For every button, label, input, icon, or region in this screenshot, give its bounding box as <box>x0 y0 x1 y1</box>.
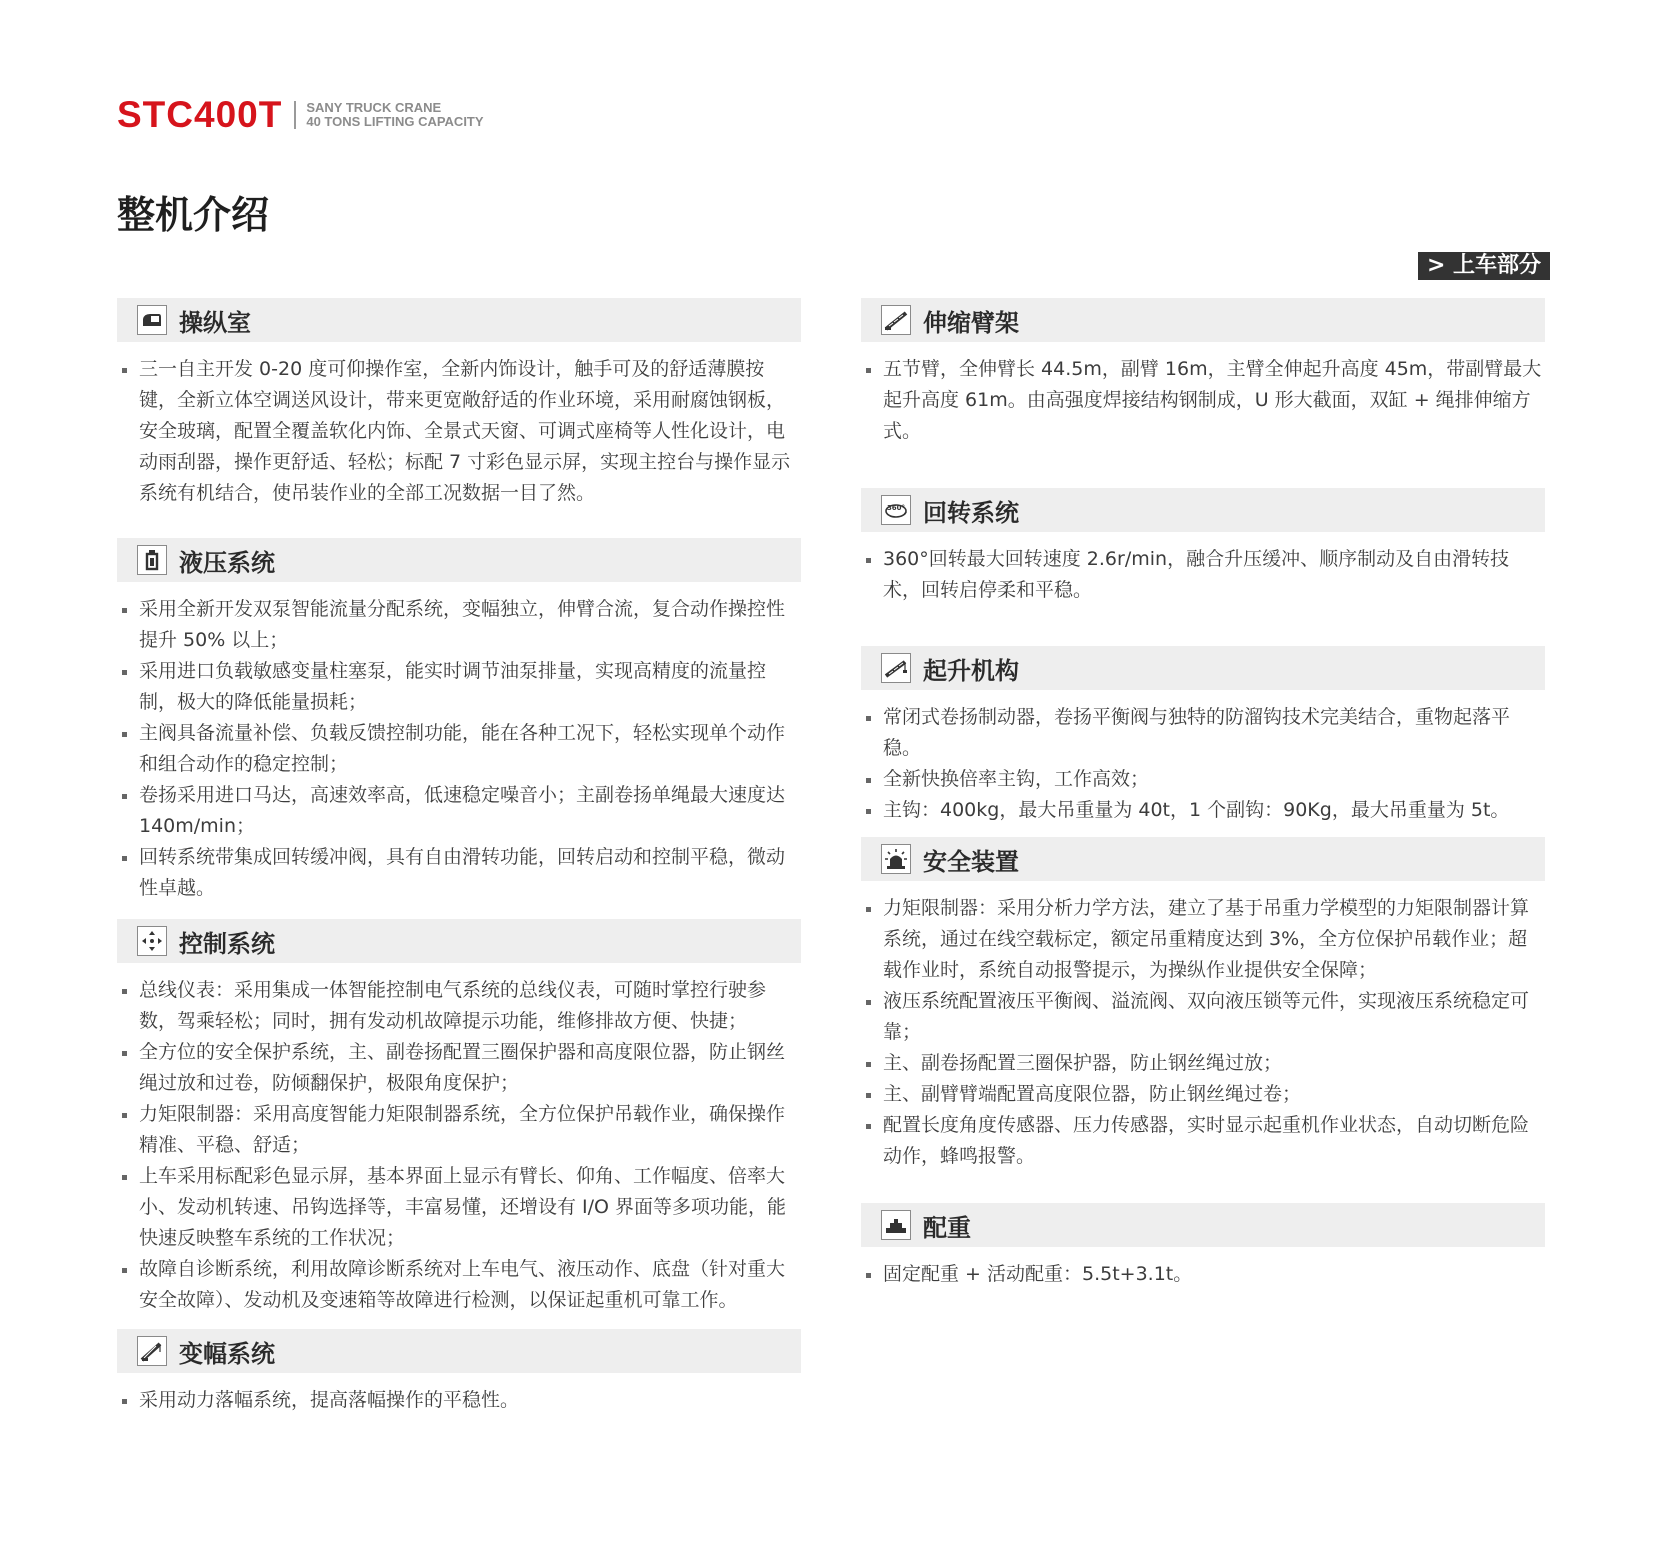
list-item: 配置长度角度传感器、压力传感器，实时显示起重机作业状态，自动切断危险动作，蜂鸣报警。 <box>861 1110 1545 1172</box>
section-safety <box>861 837 1545 1203</box>
warning-beacon-icon <box>881 844 911 874</box>
right-column <box>861 298 1545 1290</box>
list-item: 力矩限制器：采用高度智能力矩限制器系统，全方位保护吊载作业，确保操作精准、平稳、舒适； <box>117 1099 801 1161</box>
list-item: 主阀具备流量补偿、负载反馈控制功能，能在各种工况下，轻松实现单个动作和组合动作的稳定控制； <box>117 718 801 780</box>
section-telescopic-boom <box>861 298 1545 488</box>
section-slewing <box>861 488 1545 646</box>
section-header <box>861 1203 1545 1247</box>
section-title: 伸缩臂架 <box>923 308 1019 337</box>
list-item: 采用动力落幅系统，提高落幅操作的平稳性。 <box>117 1385 801 1416</box>
control-arrows-icon <box>137 926 167 956</box>
section-items <box>117 582 801 904</box>
brand-logo <box>117 94 484 135</box>
model-name: STC400T <box>117 94 283 135</box>
hoist-boom-icon <box>881 653 911 683</box>
logo-sub-line1: SANY TRUCK CRANE <box>306 100 442 115</box>
section-header <box>117 1329 801 1373</box>
section-title: 回转系统 <box>923 498 1019 527</box>
section-header <box>861 837 1545 881</box>
list-item: 全新快换倍率主钩，工作高效； <box>861 764 1545 795</box>
svg-text:360°: 360° <box>886 504 906 512</box>
section-title: 起升机构 <box>923 656 1019 685</box>
list-item: 故障自诊断系统，利用故障诊断系统对上车电气、液压动作、底盘（针对重大安全故障）、发动机及变速箱等故障进行检测，以保证起重机可靠工作。 <box>117 1254 801 1316</box>
section-items <box>117 1373 801 1416</box>
section-luffing <box>117 1329 801 1416</box>
section-header <box>861 488 1545 532</box>
hydraulic-cylinder-icon <box>137 545 167 575</box>
list-item: 卷扬采用进口马达，高速效率高，低速稳定噪音小；主副卷扬单绳最大速度达 140m/min； <box>117 780 801 842</box>
section-header <box>117 919 801 963</box>
section-items <box>117 963 801 1316</box>
section-control <box>117 919 801 1329</box>
page-title: 整机介绍 <box>117 193 270 237</box>
list-item: 采用进口负载敏感变量柱塞泵，能实时调节油泵排量，实现高精度的流量控制，极大的降低能量损耗； <box>117 656 801 718</box>
section-hoisting <box>861 646 1545 837</box>
section-title: 安全装置 <box>923 847 1019 876</box>
logo-subtitle <box>306 101 483 129</box>
list-item: 主、副臂臂端配置高度限位器，防止钢丝绳过卷； <box>861 1079 1545 1110</box>
section-header <box>861 646 1545 690</box>
section-title: 控制系统 <box>179 929 275 958</box>
section-hydraulic <box>117 538 801 919</box>
section-items <box>861 881 1545 1172</box>
section-title: 配重 <box>923 1213 971 1242</box>
list-item: 固定配重 + 活动配重：5.5t+3.1t。 <box>861 1259 1545 1290</box>
list-item: 常闭式卷扬制动器，卷扬平衡阀与独特的防溜钩技术完美结合，重物起落平稳。 <box>861 702 1545 764</box>
logo-sub-line2: 40 TONS LIFTING CAPACITY <box>306 114 484 129</box>
telescopic-boom-icon <box>881 305 911 335</box>
left-column <box>117 298 801 1416</box>
list-item: 全方位的安全保护系统，主、副卷扬配置三圈保护器和高度限位器，防止钢丝绳过放和过卷，防倾翻保护，极限角度保护； <box>117 1037 801 1099</box>
section-items <box>117 342 801 509</box>
list-item: 五节臂，全伸臂长 44.5m，副臂 16m，主臂全伸起升高度 45m，带副臂最大起升高度 61m。由高强度焊接结构钢制成，U 形大截面，双缸 + 绳排伸缩方式。 <box>861 354 1545 447</box>
section-title: 液压系统 <box>179 548 275 577</box>
section-header <box>861 298 1545 342</box>
section-title: 操纵室 <box>179 308 251 337</box>
list-item: 力矩限制器：采用分析力学方法，建立了基于吊重力学模型的力矩限制器计算系统，通过在线空载标定，额定吊重精度达到 3%，全方位保护吊载作业；超载作业时，系统自动报警提示，为操纵作业提供安全保障； <box>861 893 1545 986</box>
section-items <box>861 1247 1545 1290</box>
luffing-boom-icon <box>137 1336 167 1366</box>
list-item: 液压系统配置液压平衡阀、溢流阀、双向液压锁等元件，实现液压系统稳定可靠； <box>861 986 1545 1048</box>
section-title: 变幅系统 <box>179 1339 275 1368</box>
list-item: 回转系统带集成回转缓冲阀，具有自由滑转功能，回转启动和控制平稳，微动性卓越。 <box>117 842 801 904</box>
section-items <box>861 532 1545 606</box>
list-item: 上车采用标配彩色显示屏，基本界面上显示有臂长、仰角、工作幅度、倍率大小、发动机转速、吊钩选择等，丰富易懂，还增设有 I/O 界面等多项功能，能快速反映整车系统的工作状况； <box>117 1161 801 1254</box>
cab-icon <box>137 305 167 335</box>
part-tag: > 上车部分 <box>1418 252 1550 280</box>
logo-divider <box>294 101 296 129</box>
list-item: 主钩：400kg，最大吊重量为 40t，1 个副钩：90Kg，最大吊重量为 5t。 <box>861 795 1545 826</box>
list-item: 主、副卷扬配置三圈保护器，防止钢丝绳过放； <box>861 1048 1545 1079</box>
section-counterweight <box>861 1203 1545 1290</box>
list-item: 360°回转最大回转速度 2.6r/min，融合升压缓冲、顺序制动及自由滑转技术，回转启停柔和平稳。 <box>861 544 1545 606</box>
counterweight-icon <box>881 1210 911 1240</box>
list-item: 三一自主开发 0-20 度可仰操作室，全新内饰设计，触手可及的舒适薄膜按键，全新立体空调送风设计，带来更宽敞舒适的作业环境，采用耐腐蚀钢板，安全玻璃，配置全覆盖软化内饰、全景式天窗、可调式座椅等人性化设计，电动雨刮器，操作更舒适、轻松；标配 7 寸彩色显示屏，实现主控台与操作显示系统有机结合，使吊装作业的全部工况数据一目了然。 <box>117 354 801 509</box>
section-header <box>117 538 801 582</box>
list-item: 采用全新开发双泵智能流量分配系统，变幅独立，伸臂合流，复合动作操控性提升 50% 以上； <box>117 594 801 656</box>
list-item: 总线仪表：采用集成一体智能控制电气系统的总线仪表，可随时掌控行驶参数，驾乘轻松；同时，拥有发动机故障提示功能，维修排故方便、快捷； <box>117 975 801 1037</box>
section-cab <box>117 298 801 538</box>
section-header <box>117 298 801 342</box>
slewing-360-icon <box>881 495 911 525</box>
section-items <box>861 342 1545 447</box>
section-items <box>861 690 1545 826</box>
